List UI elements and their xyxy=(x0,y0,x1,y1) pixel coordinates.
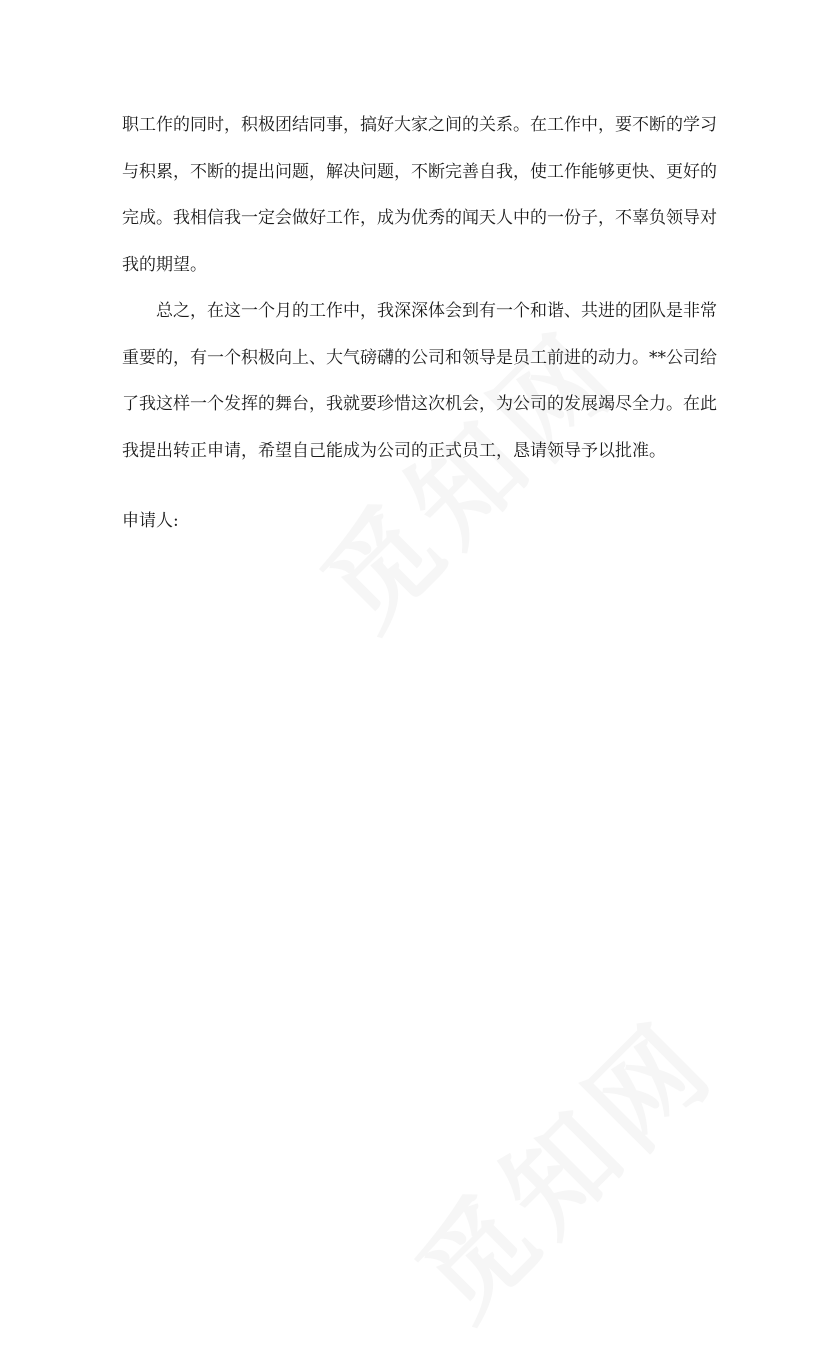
text-line: 我的期望。 xyxy=(122,254,207,275)
text-line: 了我这样一个发挥的舞台，我就要珍惜这次机会，为公司的发展竭尽全力。在此 xyxy=(122,394,717,414)
text-line: 我提出转正申请，希望自己能成为公司的正式员工，恳请领导予以批准。 xyxy=(122,440,666,461)
paragraph-1 xyxy=(122,102,716,288)
watermark xyxy=(377,981,743,1347)
signature-label xyxy=(122,498,716,545)
text-line: 重要的，有一个积极向上、大气磅礴的公司和领导是员工前进的动力。**公司给 xyxy=(122,347,717,368)
applicant-label: 申请人: xyxy=(122,511,179,531)
text-line: 职工作的同时，积极团结同事，搞好大家之间的关系。在工作中，要不断的学习 xyxy=(122,115,717,135)
paragraph-2 xyxy=(122,288,716,474)
text-line: 完成。我相信我一定会做好工作，成为优秀的闻天人中的一份子，不辜负领导对 xyxy=(122,208,717,228)
text-line: 总之，在这一个月的工作中，我深深体会到有一个和谐、共进的团队是非常 xyxy=(122,301,717,321)
text-line: 与积累，不断的提出问题，解决问题，不断完善自我，使工作能够更快、更好的 xyxy=(122,161,717,182)
